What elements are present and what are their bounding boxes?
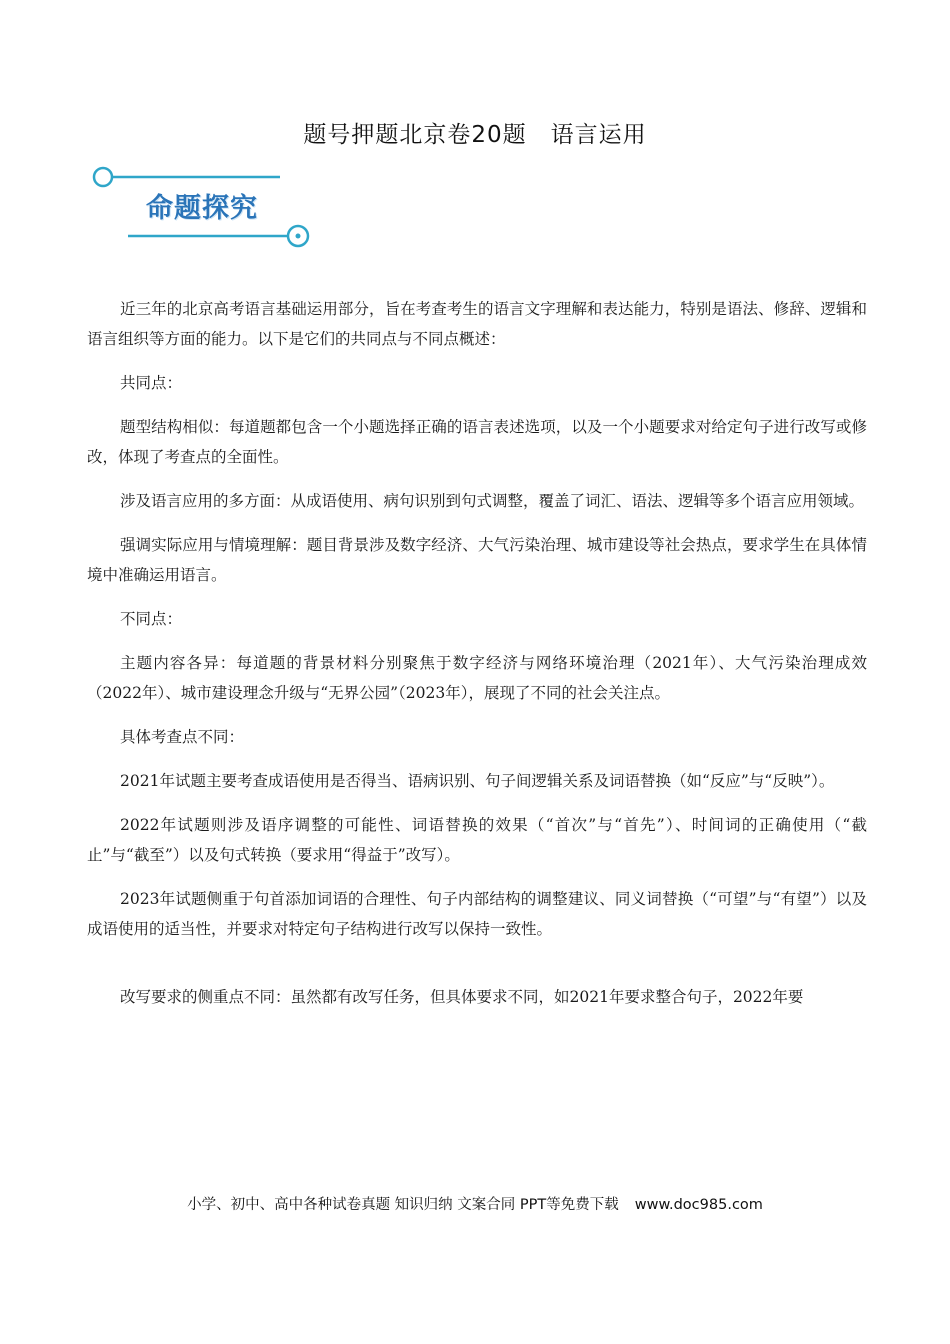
paragraph: 主题内容各异：每道题的背景材料分别聚焦于数字经济与网络环境治理（2021年）、大气污染治理成效（2022年）、城市建设理念升级与“无界公园”（2023年），展现了不同的社会关注点。 <box>87 654 867 702</box>
document-title: 题号押题北京卷20题 语言运用 <box>303 122 647 148</box>
paragraph: 共同点： <box>120 374 183 392</box>
footer-text: 小学、初中、高中各种试卷真题 知识归纳 文案合同 PPT等免费下载 <box>187 1197 619 1213</box>
footer <box>0 1193 950 1214</box>
paragraph: 2021年试题主要考查成语使用是否得当、语病识别、句子间逻辑关系及词语替换（如“反应”与“反映”）。 <box>120 772 835 790</box>
banner-label: 命题探究 <box>146 193 258 224</box>
paragraph: 近三年的北京高考语言基础运用部分，旨在考查考生的语言文字理解和表达能力，特别是语法、修辞、逻辑和语言组织等方面的能力。以下是它们的共同点与不同点概述： <box>87 300 867 348</box>
document-body <box>87 294 867 1026</box>
paragraph: 具体考查点不同： <box>120 728 245 746</box>
section-banner <box>90 160 320 252</box>
paragraph: 强调实际应用与情境理解：题目背景涉及数字经济、大气污染治理、城市建设等社会热点，要求学生在具体情境中准确运用语言。 <box>87 536 867 584</box>
paragraph: 改写要求的侧重点不同：虽然都有改写任务，但具体要求不同，如2021年要求整合句子，2022年要 <box>120 988 804 1006</box>
footer-url-link[interactable]: www.doc985.com <box>634 1197 763 1213</box>
paragraph: 不同点： <box>120 610 183 628</box>
paragraph: 2023年试题侧重于句首添加词语的合理性、句子内部结构的调整建议、同义词替换（“可望”与“有望”）以及成语使用的适当性，并要求对特定句子结构进行改写以保持一致性。 <box>87 890 867 938</box>
paragraph: 涉及语言应用的多方面：从成语使用、病句识别到句式调整，覆盖了词汇、语法、逻辑等多个语言应用领域。 <box>120 492 865 510</box>
paragraph: 2022年试题则涉及语序调整的可能性、词语替换的效果（“首次”与“首先”）、时间词的正确使用（“截止”与“截至”）以及句式转换（要求用“得益于”改写）。 <box>87 816 867 864</box>
paragraph: 题型结构相似：每道题都包含一个小题选择正确的语言表述选项，以及一个小题要求对给定句子进行改写或修改，体现了考查点的全面性。 <box>87 418 867 466</box>
